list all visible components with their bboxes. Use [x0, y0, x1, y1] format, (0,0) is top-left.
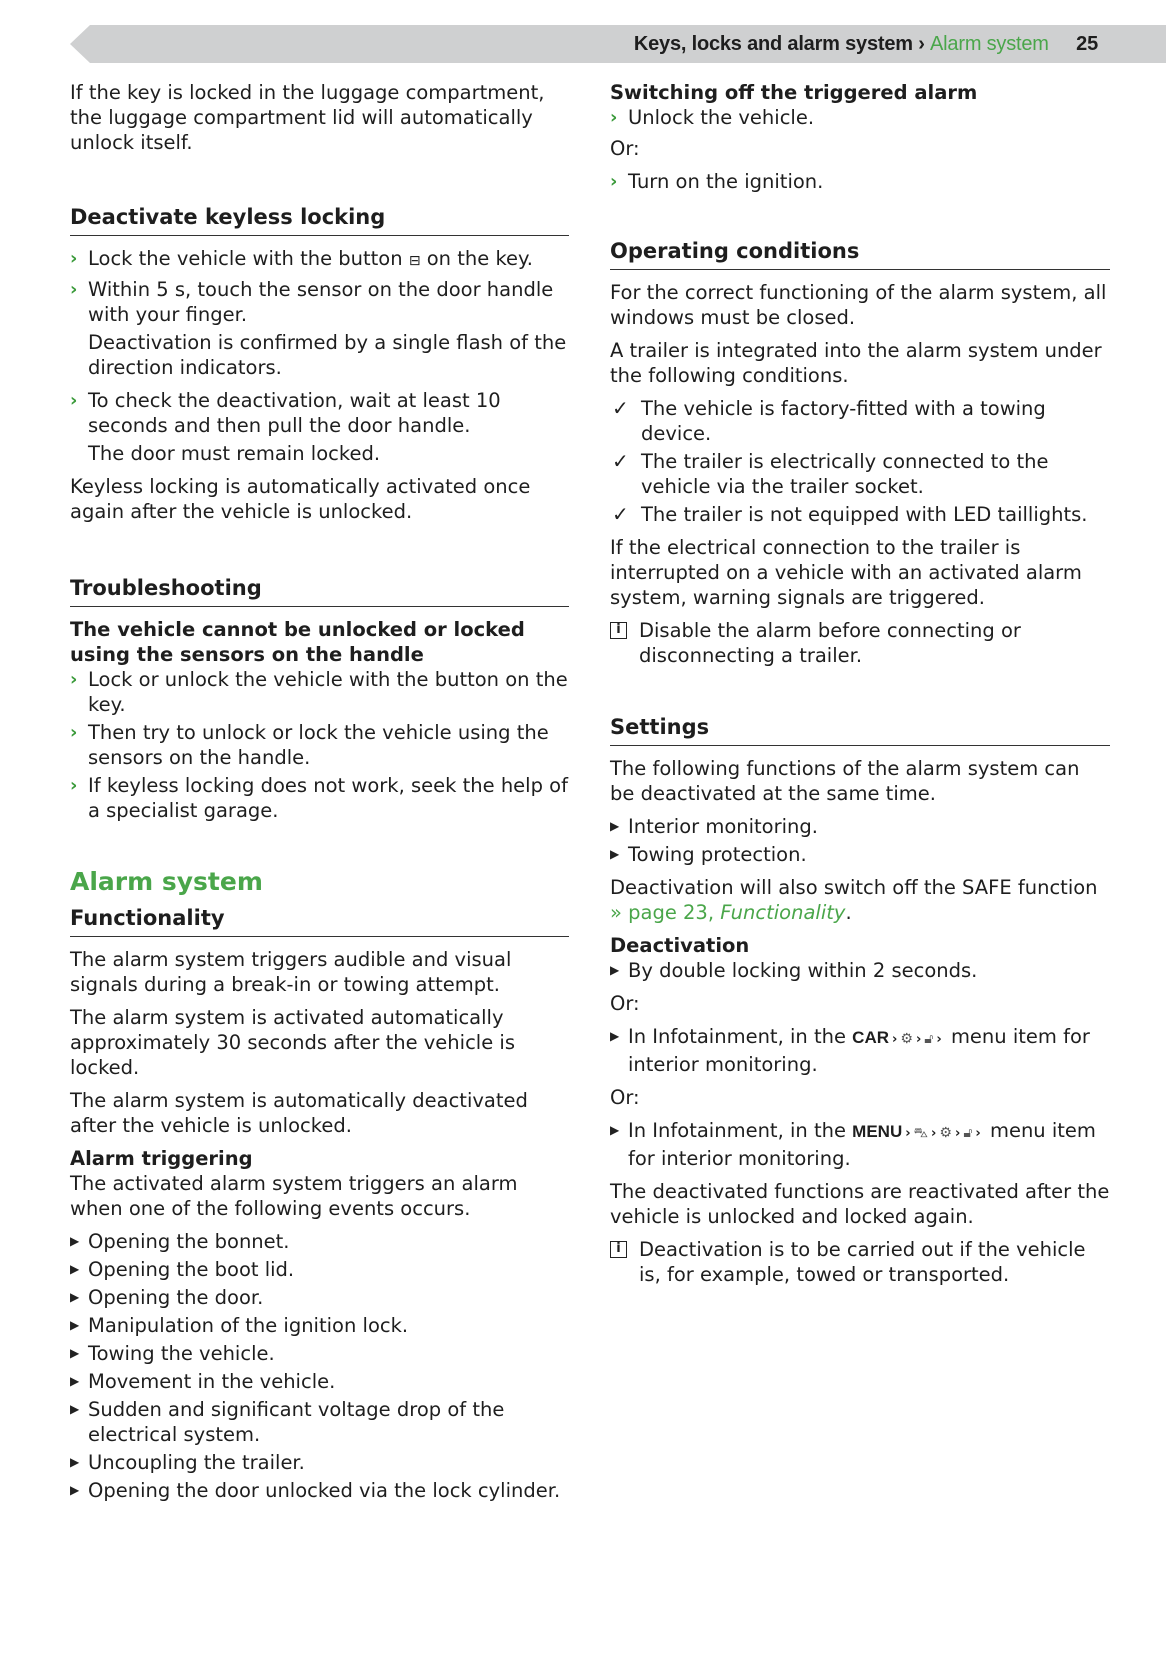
list-item: ▶ Opening the door unlocked via the lock cylinder. [70, 1479, 561, 1502]
paragraph: Keyless locking is automatically activated once again after the vehicle is unlocked. [70, 475, 531, 523]
page-reference-link[interactable]: » page 23, Functionality [610, 901, 846, 924]
subsection-title: Alarm triggering [70, 1147, 253, 1170]
bullet-triangle-icon: ▶ [70, 1290, 80, 1304]
paragraph: The alarm system is automatically deactivated after the vehicle is unlocked. [70, 1089, 528, 1137]
list-item: ▶ Uncoupling the trailer. [70, 1451, 305, 1474]
list-item: ▶ In Infotainment, in the MENU › ⛍ › ⚙ › 🔓︎ › menu item for interior monitoring. [610, 1119, 1096, 1170]
section-title-operating-conditions: Operating conditions [610, 237, 1110, 270]
step: › Turn on the ignition. [610, 170, 824, 193]
info-icon: i [610, 622, 627, 639]
subsection-title: Switching off the triggered alarm [610, 81, 978, 104]
bullet-triangle-icon: ▶ [610, 963, 620, 977]
bullet-triangle-icon: ▶ [70, 1455, 80, 1469]
subsection-title: The vehicle cannot be unlocked or locked using the sensors on the handle [70, 618, 525, 666]
info-note: i Disable the alarm before connecting or disconnecting a trailer. [610, 618, 1110, 668]
paragraph: A trailer is integrated into the alarm system under the following conditions. [610, 339, 1102, 387]
condition-item: ✓ The vehicle is factory-fitted with a towing device. [612, 396, 1046, 445]
list-item: ▶ Towing protection. [610, 843, 807, 866]
list-item: ▶ Opening the bonnet. [70, 1230, 290, 1253]
lock-icon: 🔓︎ [924, 1031, 934, 1047]
step: › Lock or unlock the vehicle with the button on the key. [70, 668, 568, 716]
info-icon: i [610, 1241, 627, 1258]
paragraph: The following functions of the alarm system can be deactivated at the same time. [610, 757, 1080, 805]
step-arrow-icon: › [70, 775, 78, 796]
list-item: ▶ By double locking within 2 seconds. [610, 959, 978, 982]
bullet-triangle-icon: ▶ [610, 847, 620, 861]
bullet-triangle-icon: ▶ [70, 1318, 80, 1332]
condition-item: ✓ The trailer is electrically connected to the vehicle via the trailer socket. [612, 449, 1049, 498]
paragraph: If the electrical connection to the trailer is interrupted on a vehicle with an activated alarm system, warning signals are triggered. [610, 536, 1082, 609]
list-item: ▶ Manipulation of the ignition lock. [70, 1314, 409, 1337]
section-title-functionality: Functionality [70, 904, 569, 937]
lock-button-icon: ⊟ [408, 253, 421, 269]
settings-gear-icon: ⚙ [939, 1125, 952, 1141]
step-note: The door must remain locked. [88, 442, 381, 465]
step-arrow-icon: › [610, 107, 618, 128]
info-note: i Deactivation is to be carried out if the vehicle is, for example, towed or transported. [610, 1237, 1110, 1287]
bullet-triangle-icon: ▶ [610, 1029, 620, 1043]
intro-paragraph: If the key is locked in the luggage compartment, the luggage compartment lid will automatically unlock itself. [70, 81, 545, 154]
condition-item: ✓ The trailer is not equipped with LED taillights. [612, 502, 1088, 526]
bullet-triangle-icon: ▶ [610, 1123, 620, 1137]
lock-icon: 🔓︎ [963, 1125, 973, 1141]
step: › Unlock the vehicle. [610, 106, 815, 129]
step-arrow-icon: › [70, 669, 78, 690]
bullet-triangle-icon: ▶ [70, 1262, 80, 1276]
bullet-triangle-icon: ▶ [70, 1483, 80, 1497]
breadcrumb-separator: › [918, 33, 925, 55]
menu-separator: › [915, 1032, 922, 1047]
subsection-title: Deactivation [610, 934, 750, 957]
step-arrow-icon: › [70, 279, 78, 300]
car-icon: ⛍ [913, 1125, 929, 1141]
paragraph: The deactivated functions are reactivated after the vehicle is unlocked and locked again. [610, 1180, 1110, 1228]
menu-separator: › [931, 1126, 937, 1141]
section-title-deactivate: Deactivate keyless locking [70, 203, 569, 236]
section-title-settings: Settings [610, 713, 1110, 746]
list-item: ▶ Movement in the vehicle. [70, 1370, 336, 1393]
or-label: Or: [610, 137, 640, 160]
checkmark-icon: ✓ [612, 449, 629, 473]
step: › If keyless locking does not work, seek the help of a specialist garage. [70, 774, 568, 822]
step: › To check the deactivation, wait at least 10 seconds and then pull the door handle. [70, 389, 501, 437]
menu-separator: › [936, 1032, 942, 1047]
settings-gear-icon: ⚙ [900, 1031, 913, 1047]
list-item: ▶ Towing the vehicle. [70, 1342, 275, 1365]
list-item: ▶ In Infotainment, in the CAR › ⚙ › 🔓︎ › menu item for interior monitoring. [610, 1025, 1090, 1076]
page-number: 25 [1076, 33, 1098, 55]
bullet-triangle-icon: ▶ [70, 1402, 80, 1416]
paragraph: Deactivation will also switch off the SAFE function » page 23, Functionality. [610, 876, 1098, 924]
breadcrumb-current: Alarm system [930, 33, 1049, 55]
step-note: Deactivation is confirmed by a single flash of the direction indicators. [88, 331, 567, 379]
list-item: ▶ Opening the door. [70, 1286, 264, 1309]
bullet-triangle-icon: ▶ [70, 1234, 80, 1248]
step: › Within 5 s, touch the sensor on the door handle with your finger. [70, 278, 554, 326]
step: › Lock the vehicle with the button ⊟ on the key. [70, 246, 569, 274]
list-item: ▶ Opening the boot lid. [70, 1258, 295, 1281]
left-column [70, 80, 569, 1506]
breadcrumb-chapter: Keys, locks and alarm system [633, 33, 913, 55]
section-title-troubleshooting: Troubleshooting [70, 574, 569, 607]
menu-car-label: CAR [852, 1028, 890, 1047]
step-arrow-icon: › [70, 722, 78, 743]
list-item: ▶ Sudden and significant voltage drop of the electrical system. [70, 1398, 505, 1446]
menu-menu-label: MENU [852, 1122, 903, 1141]
right-column [610, 80, 1110, 1290]
step-arrow-icon: › [610, 171, 618, 192]
chapter-title-alarm-system: Alarm system [70, 867, 263, 896]
checkmark-icon: ✓ [612, 502, 629, 526]
paragraph: The alarm system is activated automatically approximately 30 seconds after the vehicle is locked. [70, 1006, 515, 1079]
bullet-triangle-icon: ▶ [610, 819, 620, 833]
checkmark-icon: ✓ [612, 396, 629, 420]
bullet-triangle-icon: ▶ [70, 1374, 80, 1388]
step-arrow-icon: › [70, 390, 78, 411]
or-label: Or: [610, 1086, 640, 1109]
paragraph: The activated alarm system triggers an alarm when one of the following events occurs. [70, 1172, 518, 1220]
menu-separator: › [905, 1126, 911, 1141]
step-arrow-icon: › [70, 248, 78, 269]
running-header [634, 30, 1098, 58]
list-item: ▶ Interior monitoring. [610, 815, 818, 838]
paragraph: The alarm system triggers audible and visual signals during a break-in or towing attempt. [70, 948, 512, 996]
menu-separator: › [975, 1126, 981, 1141]
bullet-triangle-icon: ▶ [70, 1346, 80, 1360]
step: › Then try to unlock or lock the vehicle using the sensors on the handle. [70, 721, 549, 769]
menu-separator: › [954, 1126, 961, 1141]
or-label: Or: [610, 992, 640, 1015]
menu-separator: › [892, 1032, 898, 1047]
paragraph: For the correct functioning of the alarm system, all windows must be closed. [610, 281, 1107, 329]
